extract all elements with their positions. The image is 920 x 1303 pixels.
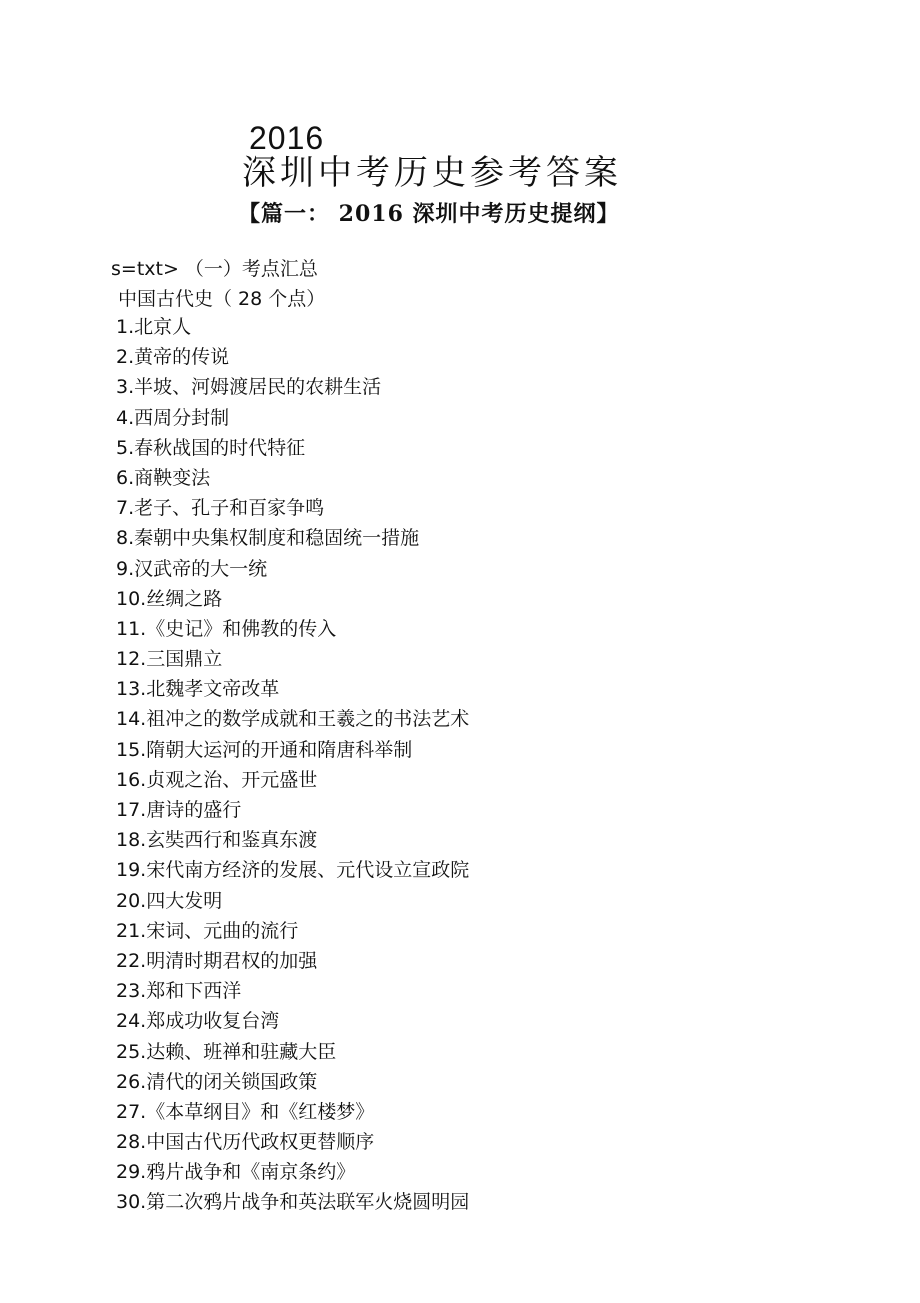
list-item: 16.贞观之治、开元盛世 — [116, 768, 318, 791]
list-item: 14.祖冲之的数学成就和王羲之的书法艺术 — [116, 708, 470, 731]
list-item: 4.西周分封制 — [116, 406, 230, 429]
list-item: 30.第二次鸦片战争和英法联军火烧圆明园 — [116, 1191, 470, 1214]
document-title: 深圳中考历史参考答案 — [242, 153, 622, 193]
list-item: 20.四大发明 — [116, 889, 223, 912]
list-item: 15.隋朝大运河的开通和隋唐科举制 — [116, 738, 413, 761]
list-item: 2.黄帝的传说 — [116, 346, 230, 369]
list-item: 18.玄奘西行和鉴真东渡 — [116, 829, 318, 852]
list-item: 17.唐诗的盛行 — [116, 799, 242, 821]
document-year: 2016 — [249, 120, 325, 156]
list-item: 27.《本草纲目》和《红楼梦》 — [116, 1100, 375, 1123]
list-item: 22.明清时期君权的加强 — [116, 949, 318, 972]
topic-list — [116, 312, 469, 1218]
category-heading: 中国古代史（ 28 个点） — [118, 288, 326, 310]
list-item: 29.鸦片战争和《南京条约》 — [116, 1161, 356, 1184]
list-item: 3.半坡、河姆渡居民的农耕生活 — [116, 376, 382, 399]
list-item: 8.秦朝中央集权制度和稳固统一措施 — [116, 527, 420, 550]
list-item: 5.春秋战国的时代特征 — [116, 436, 306, 459]
list-item: 12.三国鼎立 — [116, 648, 223, 671]
section-heading: s=txt> （一）考点汇总 — [111, 258, 318, 280]
list-item: 11.《史记》和佛教的传入 — [116, 617, 337, 640]
list-item: 13.北魏孝文帝改革 — [116, 678, 280, 701]
list-item: 21.宋词、元曲的流行 — [116, 919, 299, 942]
list-item: 7.老子、孔子和百家争鸣 — [116, 497, 325, 520]
list-item: 25.达赖、班禅和驻藏大臣 — [116, 1040, 337, 1063]
list-item: 9.汉武帝的大一统 — [116, 557, 268, 580]
list-item: 26.清代的闭关锁国政策 — [116, 1070, 318, 1093]
list-item: 6.商鞅变法 — [116, 466, 211, 489]
list-item: 28.中国古代历代政权更替顺序 — [116, 1131, 375, 1154]
list-item: 24.郑成功收复台湾 — [116, 1010, 280, 1033]
list-item: 23.郑和下西洋 — [116, 980, 242, 1003]
list-item: 10.丝绸之路 — [116, 587, 223, 610]
list-item: 1.北京人 — [116, 316, 192, 338]
document-subtitle: 【篇一： 2016 深圳中考历史提纲】 — [238, 201, 620, 227]
list-item: 19.宋代南方经济的发展、元代设立宣政院 — [116, 859, 470, 882]
